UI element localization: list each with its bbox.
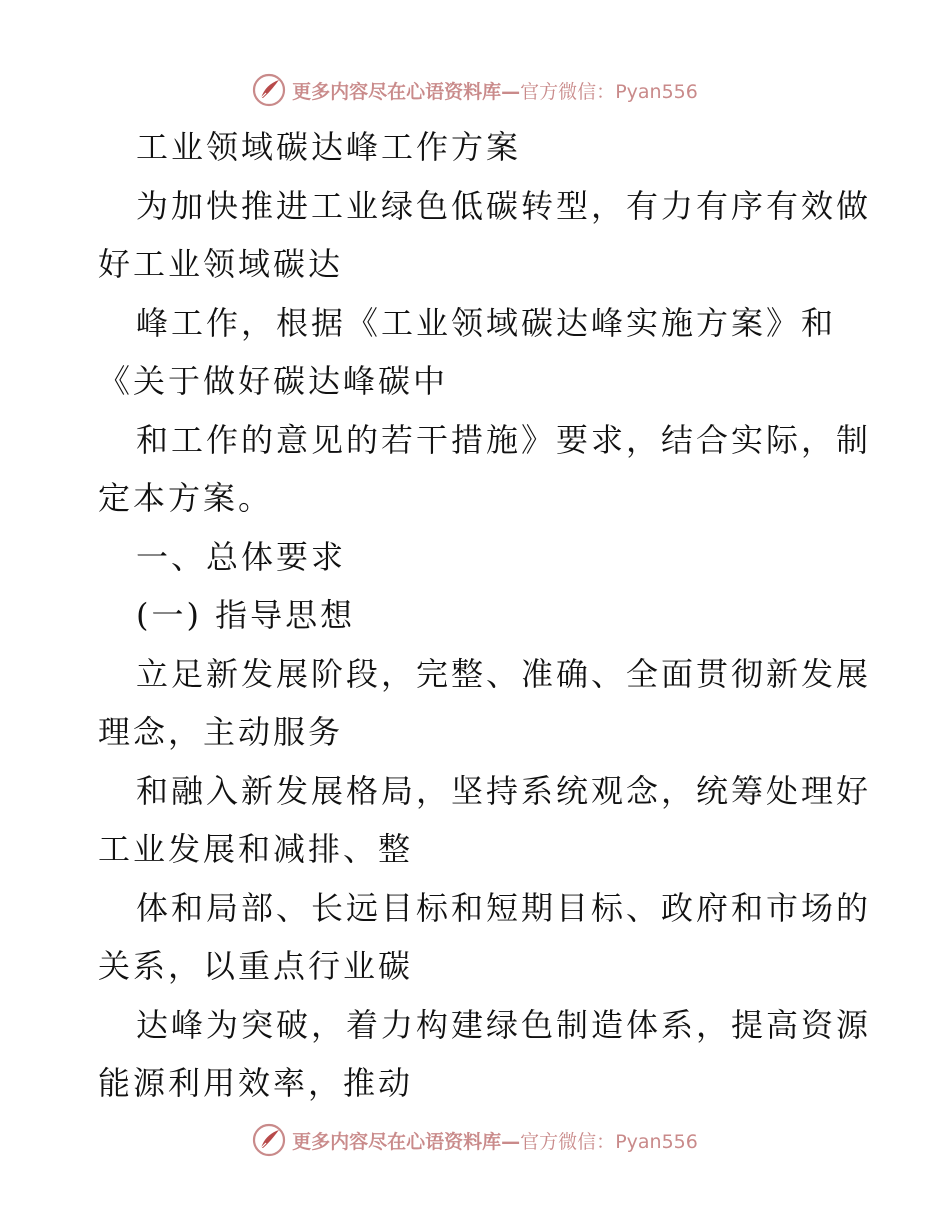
watermark-dash: — [501,80,521,103]
document-line: 体和局部、长远目标和短期目标、政府和市场的 [136,888,872,927]
document-line: 立足新发展阶段，完整、准确、全面贯彻新发展 [136,654,872,693]
document-body [98,118,872,1113]
document-line: 能源利用效率，推动 [98,1064,414,1102]
document-line: 峰工作，根据《工业领域碳达峰实施方案》和 [136,303,837,342]
watermark-site-text: 更多内容尽在心语资料库 [292,80,502,103]
watermark-dash: — [501,1130,521,1153]
document-line: 关系，以重点行业碳 [98,947,414,985]
document-line: 达峰为突破，着力构建绿色制造体系，提高资源 [136,1005,872,1044]
watermark-text [292,1127,698,1154]
document-line: 和融入新发展格局，坚持系统观念，统筹处理好 [136,771,872,810]
document-line: 《关于做好碳达峰碳中 [98,362,449,400]
document-line: 和工作的意见的若干措施》要求，结合实际，制 [136,420,872,459]
header-watermark-banner [0,70,950,110]
document-line: 一、总体要求 [136,537,347,576]
document-line: (一) 指导思想 [136,596,356,634]
watermark-wechat-label: 官方微信： [520,80,616,103]
document-line: 工业领域碳达峰工作方案 [136,128,522,166]
document-line: 定本方案。 [98,479,274,517]
document-line: 好工业领域碳达 [98,245,344,283]
feather-pen-logo-icon [252,1123,286,1157]
document-line: 理念，主动服务 [98,713,344,751]
feather-pen-logo-icon [252,73,286,107]
document-line: 为加快推进工业绿色低碳转型，有力有序有效做 [136,186,872,225]
watermark-wechat-id: Pyan556 [615,80,698,103]
document-line: 工业发展和减排、整 [98,830,414,868]
watermark-text [292,77,698,104]
watermark-wechat-id: Pyan556 [615,1130,698,1153]
footer-watermark-banner [0,1120,950,1160]
watermark-wechat-label: 官方微信： [520,1130,616,1153]
watermark-site-text: 更多内容尽在心语资料库 [292,1130,502,1153]
